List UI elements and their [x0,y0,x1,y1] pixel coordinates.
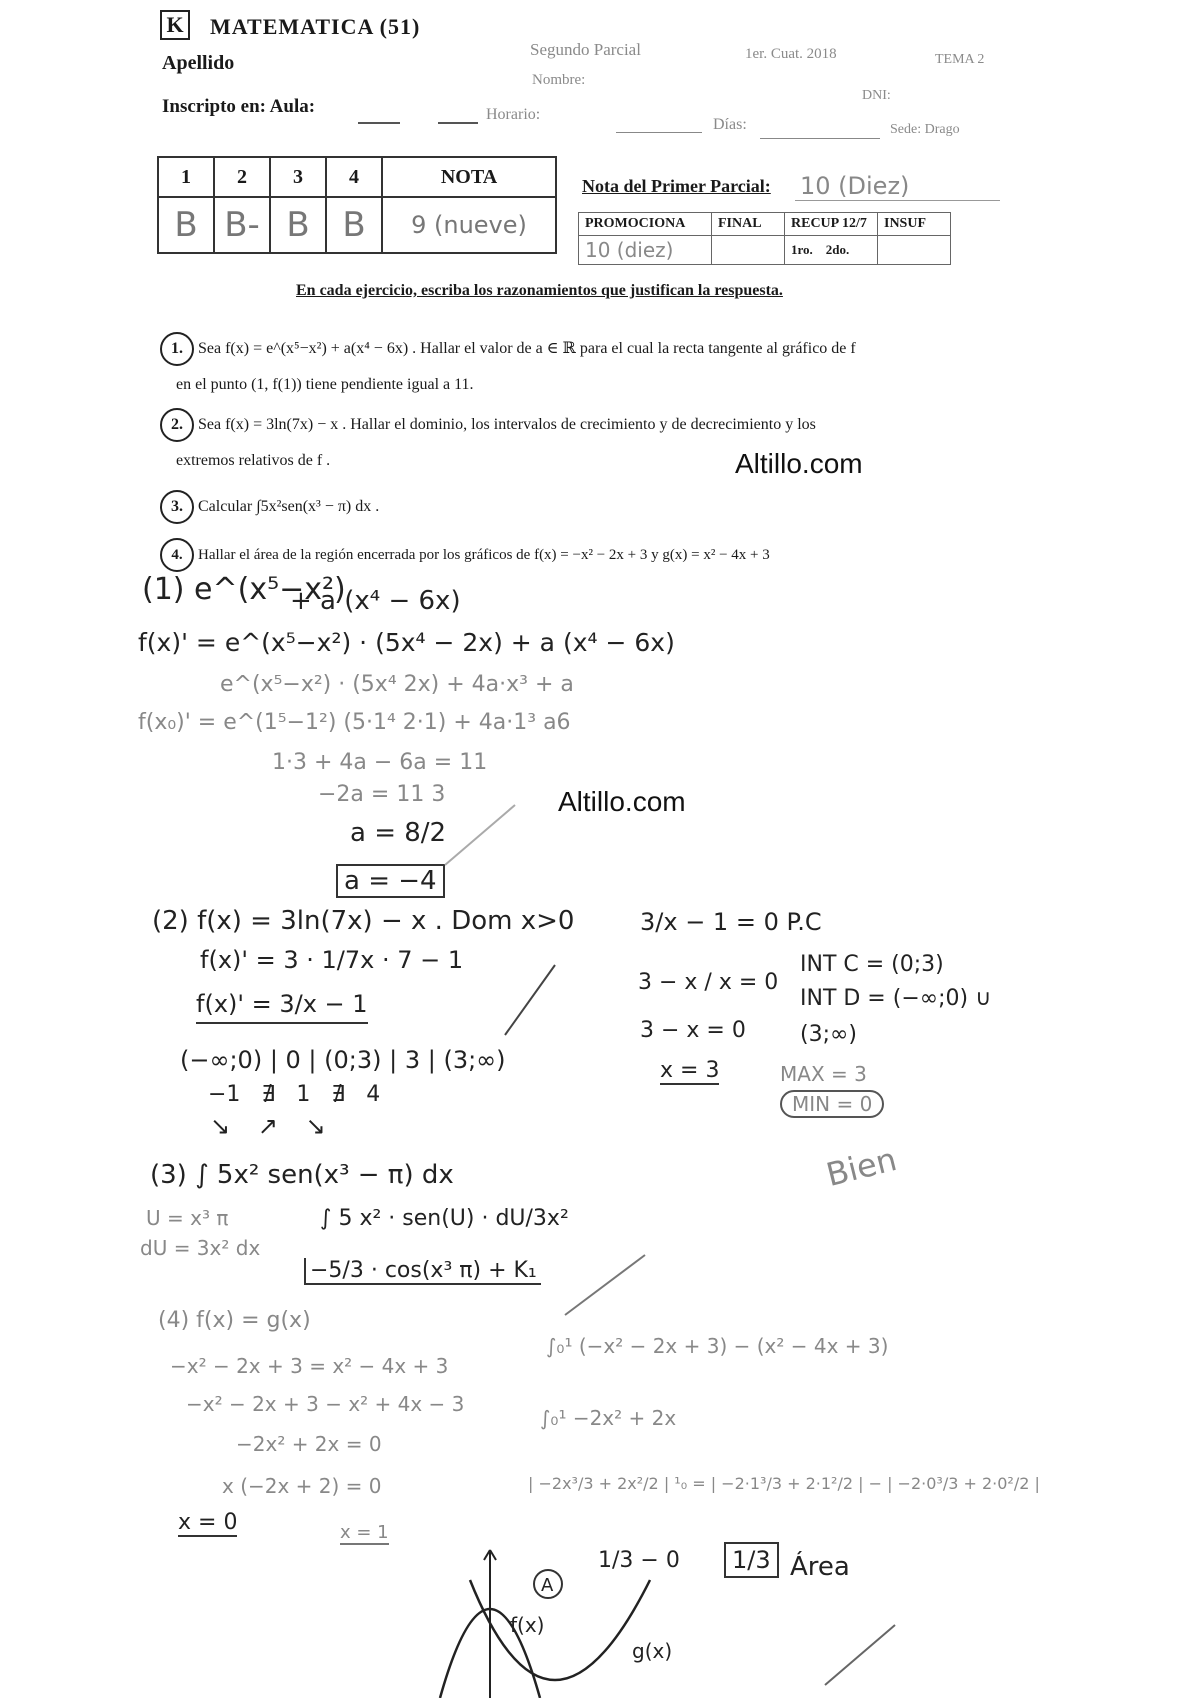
q4-result: 1/3 [724,1542,779,1578]
grade-value-3: B [270,197,326,253]
grade-value-4: B [326,197,382,253]
q2-right-line-3: 3 − x = 0 [640,1018,746,1043]
course-title: MATEMATICA (51) [210,14,421,39]
q2-int-decrecimiento-2: (3;∞) [800,1022,857,1047]
apellido-label: Apellido [162,52,235,74]
sketch-curve-g [470,1580,650,1680]
check-mark-label: Bien [822,1139,901,1195]
sketch-label-f: f(x) [510,1613,545,1637]
question-4-number: 4. [160,538,194,572]
check-stroke-3 [560,1250,650,1320]
question-2-text: Sea f(x) = 3ln(7x) − x . Hallar el dominio, los intervalos de crecimiento y de decrecimiento y los [198,416,816,433]
q1-work-line-7: −2a = 11 3 [318,782,446,807]
q4-integral-2: ∫₀¹ −2x² + 2x [540,1406,677,1430]
instruction: En cada ejercicio, escriba los razonamientos que justifican la respuesta. [296,282,783,299]
q3-work-line-2: ∫ 5 x² · sen(U) · dU/3x² [320,1206,569,1231]
sketch-label-a: A [541,1575,554,1596]
q4-integral-1: ∫₀¹ (−x² − 2x + 3) − (x² − 4x + 3) [546,1334,889,1358]
question-2-text-2: extremos relativos de f . [176,452,331,469]
q2-right-line-4: x = 3 [660,1058,720,1083]
q4-work-line-2: −x² − 2x + 3 = x² − 4x + 3 [170,1354,449,1378]
question-3-number: 3. [160,490,194,524]
question-2-number: 2. [160,408,194,442]
primer-parcial-value: 10 (Diez) [800,172,910,200]
sede-label: Sede: Drago [890,122,960,137]
parabola-sketch [430,1540,710,1698]
q4-work-line-1: (4) f(x) = g(x) [158,1308,311,1333]
sketch-label-g: g(x) [632,1639,673,1663]
watermark-1: Altillo.com [735,448,863,479]
dni-label: DNI: [862,88,891,103]
q1-work-line-5: f(x₀)' = e^(1⁵−1²) (5·1⁴ 2·1) + 4a·1³ a6 [138,710,571,735]
grade-value-nota: 9 (nueve) [382,197,556,253]
question-4 [160,538,770,572]
dias-label: Días: [713,116,747,133]
question-1-text: Sea f(x) = e^(x⁵−x²) + a(x⁴ − 6x) . Hallar el valor de a ∈ ℝ para el cual la recta tangente al gráfico de f [198,340,856,357]
grade-header-nota: NOTA [382,157,556,197]
q2-work-line-1: (2) f(x) = 3ln(7x) − x . Dom x>0 [152,906,575,936]
question-2 [160,408,816,442]
q1-answer: a = −4 [336,864,445,898]
grade-header-1: 1 [158,157,214,197]
q2-int-decrecimiento: INT D = (−∞;0) ∪ [800,986,992,1011]
q3-sub-u: U = x³ π [146,1206,229,1230]
question-1 [160,332,856,366]
promo-header-recup: RECUP 12/7 [785,213,878,236]
q2-min: MIN = 0 [780,1090,884,1118]
q4-area-label: Área [790,1552,850,1582]
check-stroke-4 [820,1620,900,1690]
promo-header-promociona: PROMOCIONA [579,213,712,236]
q3-answer: −5/3 · cos(x³ π) + K₁ [304,1258,541,1285]
grade-value-2: B- [214,197,270,253]
q2-right-line-2: 3 − x / x = 0 [638,970,779,995]
exam-period: 1er. Cuat. 2018 [745,46,837,62]
check-stroke-1 [440,800,520,870]
exam-tema: TEMA 2 [935,52,985,67]
q1-work-line-1: (1) e^(x⁵−x²) [142,572,346,607]
q4-work-line-3: −x² − 2x + 3 − x² + 4x − 3 [186,1392,465,1416]
promo-sub-2do: 2do. [825,242,850,257]
q2-right-line-1: 3/x − 1 = 0 P.C [640,908,822,936]
q4-evaluation: | −2x³/3 + 2x²/2 | ¹₀ = | −2·1³/3 + 2·1²/2 | − | −2·0³/3 + 2·0²/2 | [528,1474,1040,1493]
promo-header-final: FINAL [712,213,785,236]
q2-max: MAX = 3 [780,1062,867,1086]
q1-work-line-6: 1·3 + 4a − 6a = 11 [272,750,488,775]
grade-header-4: 4 [326,157,382,197]
q4-root-1: x = 0 [178,1510,238,1535]
promo-value: 10 (diez) [579,236,712,265]
watermark-2: Altillo.com [558,786,686,817]
question-4-text: Hallar el área de la región encerrada por los gráficos de f(x) = −x² − 2x + 3 y g(x) = x² − 4x + 3 [198,547,770,563]
exam-name: Segundo Parcial [530,40,641,59]
grade-header-3: 3 [270,157,326,197]
q4-root-2: x = 1 [340,1522,389,1543]
inscripto-label: Inscripto en: Aula: [162,96,316,117]
q1-work-line-2: + a (x⁴ − 6x) [290,586,461,616]
q1-work-line-3: f(x)' = e^(x⁵−x²) · (5x⁴ − 2x) + a (x⁴ − 6x) [138,628,675,657]
q4-difference: 1/3 − 0 [598,1548,680,1573]
q3-work-line-1: (3) ∫ 5x² sen(x³ − π) dx [150,1160,454,1190]
q3-sub-du: dU = 3x² dx [140,1236,261,1260]
q2-interval-row: (−∞;0) | 0 | (0;3) | 3 | (3;∞) [180,1046,506,1074]
promo-sub-1ro: 1ro. [791,242,813,257]
q2-int-crecimiento: INT C = (0;3) [800,952,944,977]
check-stroke-2 [500,960,560,1040]
q4-work-line-4: −2x² + 2x = 0 [236,1432,382,1456]
question-3-text: Calcular ∫5x²sen(x³ − π) dx . [198,498,380,515]
grade-header-2: 2 [214,157,270,197]
grades-table [157,156,557,254]
question-1-text-2: en el punto (1, f(1)) tiene pendiente igual a 11. [176,376,474,393]
k-box: K [160,10,190,40]
question-3 [160,490,379,524]
question-1-number: 1. [160,332,194,366]
nombre-label: Nombre: [532,72,586,88]
horario-label: Horario: [486,106,541,123]
q1-work-line-8: a = 8/2 [350,818,447,848]
q1-work-line-4: e^(x⁵−x²) · (5x⁴ 2x) + 4a·x³ + a [220,672,574,697]
q2-derivative: f(x)' = 3/x − 1 [196,990,368,1024]
q2-work-line-2: f(x)' = 3 · 1/7x · 7 − 1 [200,946,464,974]
promo-table [578,212,951,265]
promo-header-insuf: INSUF [878,213,951,236]
q2-sign-row: −1 ∄ 1 ∄ 4 [208,1082,381,1107]
q2-arrow-row: ↘ ↗ ↘ [210,1112,326,1140]
q4-work-line-5: x (−2x + 2) = 0 [222,1474,382,1498]
grade-value-1: B [158,197,214,253]
primer-parcial-label: Nota del Primer Parcial: [582,176,771,196]
